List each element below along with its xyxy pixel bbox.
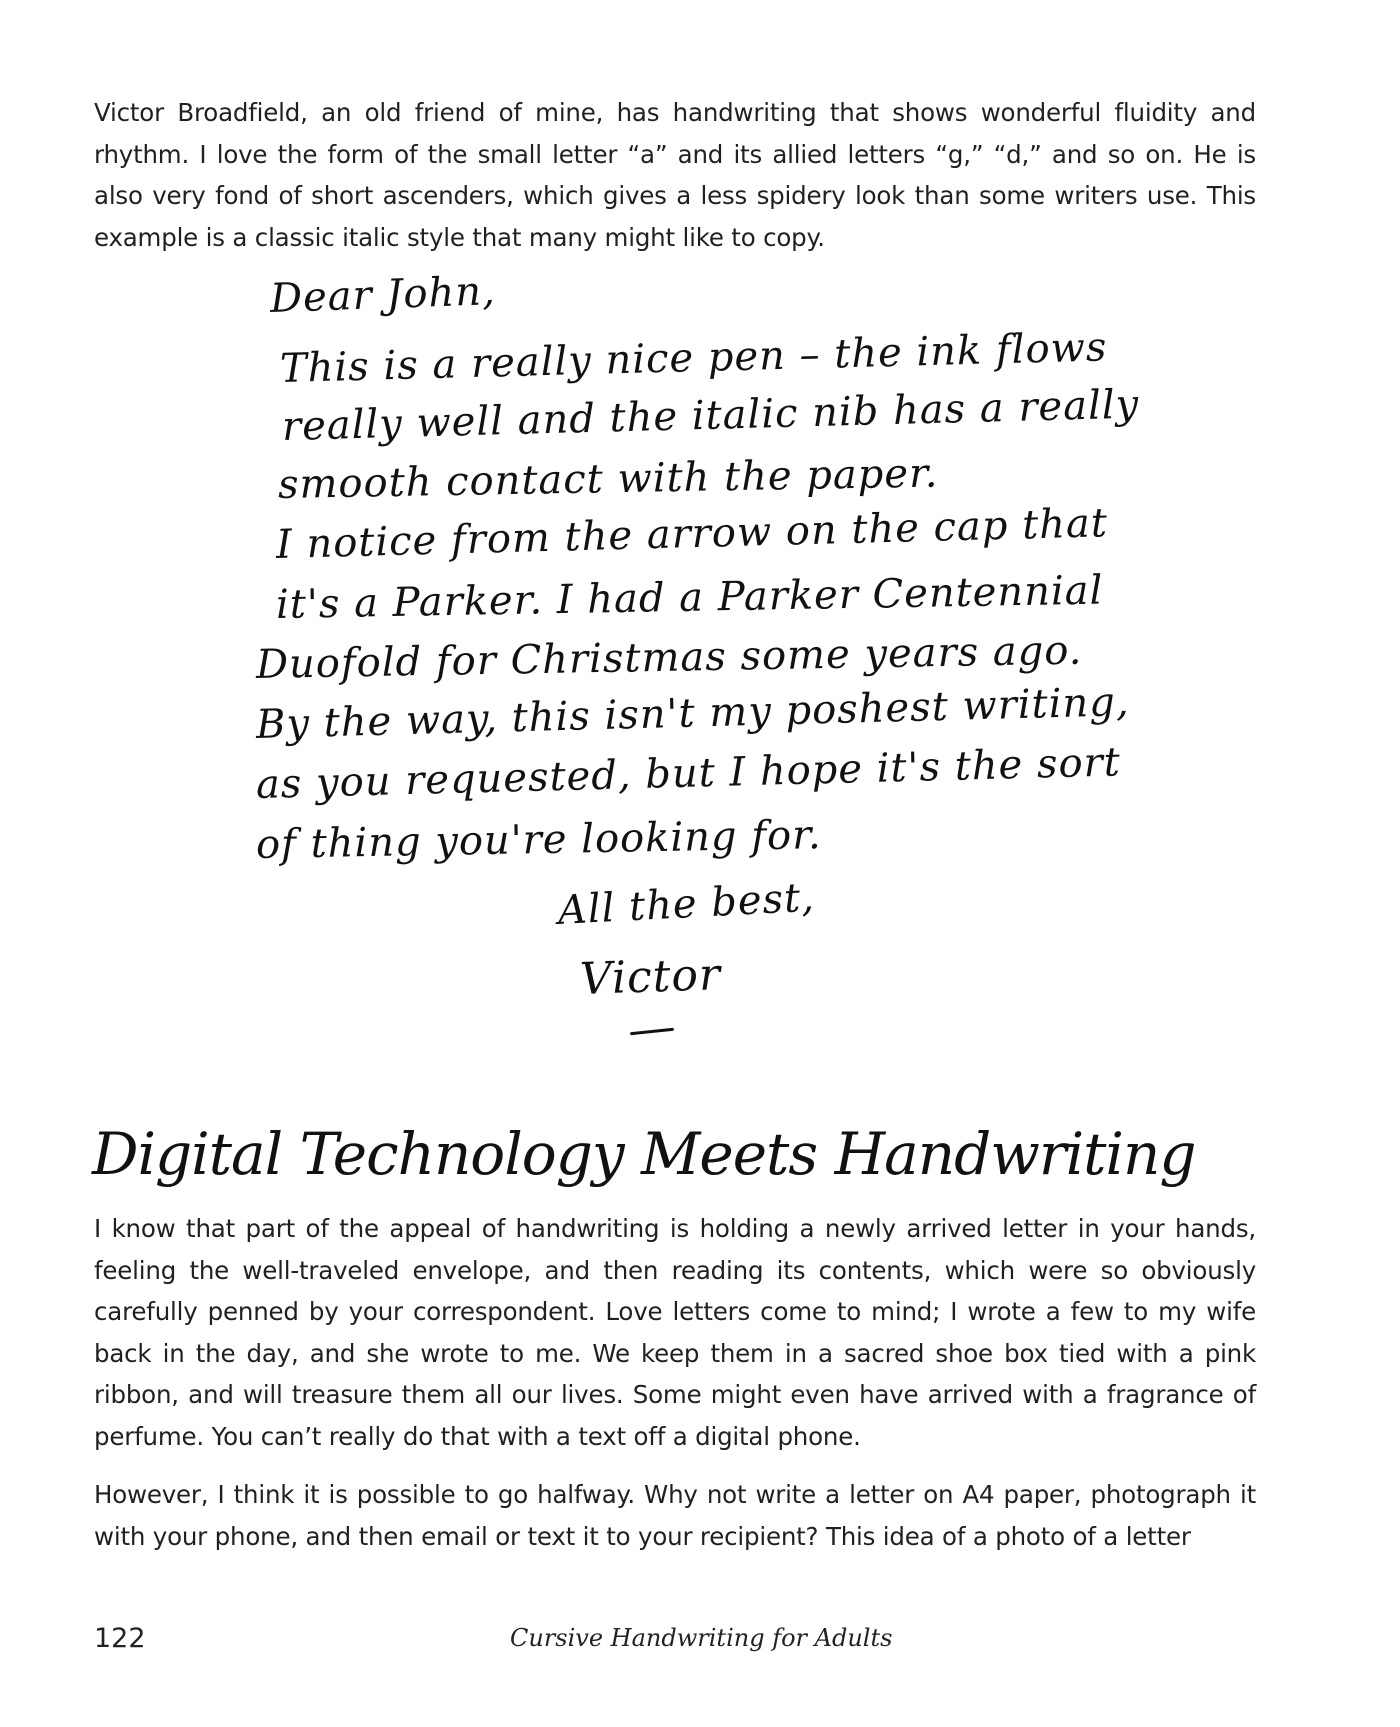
letter-line: of thing you're looking for. [255, 812, 822, 868]
letter-line: By the way, this isn't my poshest writing, [255, 679, 1131, 748]
letter-line: it's a Parker. I had a Parker Centennial [275, 567, 1104, 628]
letter-line: This is a really nice pen – the ink flows [279, 324, 1108, 392]
letter-signature: Victor [579, 949, 722, 1005]
letter-line: as you requested, but I hope it's the sort [255, 739, 1122, 808]
letter-closing: All the best, [556, 874, 816, 934]
letter-line: really well and the italic nib has a really [281, 381, 1140, 450]
handwritten-letter-sample [240, 270, 1140, 1050]
intro-paragraph: Victor Broadfield, an old friend of mine, has handwriting that shows wonderful fluidity and rhythm. I love the form of the small letter “a” and its allied letters “g,” “d,” and so on. He is also very fond of short ascenders, which gives a less spidery look than some writers use. This example is a classic italic style that many might like to copy. [94, 98, 1256, 252]
letter-line: smooth contact with the paper. [277, 450, 939, 508]
signature-flourish-dash [630, 1028, 674, 1036]
page-number: 122 [94, 1623, 146, 1654]
letter-line: Duofold for Christmas some years ago. [255, 627, 1083, 688]
body-paragraph: I know that part of the appeal of handwriting is holding a newly arrived letter in your hands, feeling the well-traveled envelope, and then reading its contents, which were so obviously carefully penned by your correspondent. Love letters come to mind; I wrote a few to my wife back in the day, and she wrote to me. We keep them in a sacred shoe box tied with a pink ribbon, and will treasure them all our lives. Some might even have arrived with a fragrance of perfume. You can’t really do that with a text off a digital phone. [94, 1214, 1256, 1451]
body-paragraph: However, I think it is possible to go halfway. Why not write a letter on A4 paper, photograph it with your phone, and then email or text it to your recipient? This idea of a photo of a letter [94, 1480, 1256, 1551]
letter-salutation: Dear John, [269, 268, 497, 322]
running-footer-title: Cursive Handwriting for Adults [510, 1624, 893, 1652]
section-heading: Digital Technology Meets Handwriting [92, 1120, 1196, 1188]
letter-line: I notice from the arrow on the cap that [275, 500, 1109, 568]
